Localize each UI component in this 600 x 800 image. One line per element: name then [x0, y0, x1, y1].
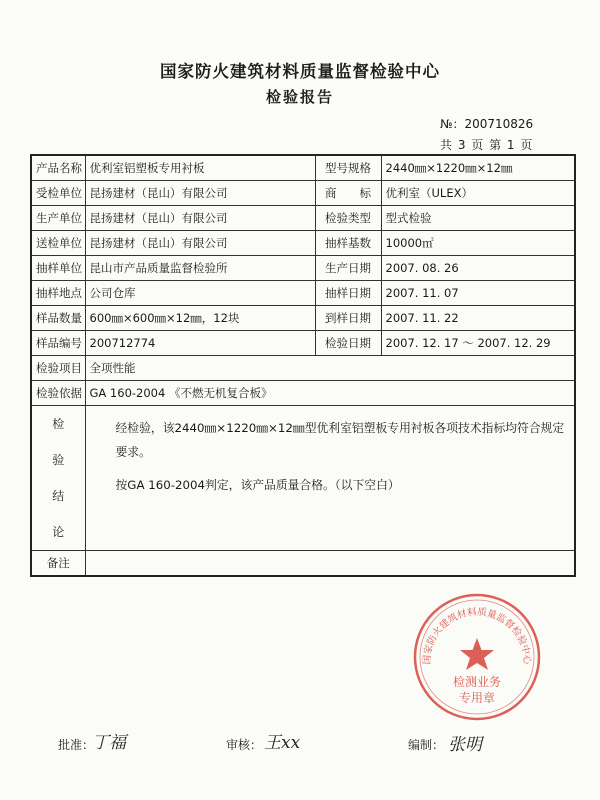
items-label: 检验项目: [31, 356, 85, 381]
table-row: [31, 231, 575, 256]
compile-label: 编制：: [408, 738, 445, 752]
inspection-type-label: 检验类型: [315, 206, 381, 231]
conclusion-label: [31, 406, 85, 551]
sample-no-label: 样品编号: [31, 331, 85, 356]
basis-value: GA 160-2004 《不燃无机复合板》: [85, 381, 575, 406]
report-subtitle: 检验报告: [265, 88, 334, 106]
sampling-unit-value: 昆山市产品质量监督检验所: [85, 256, 315, 281]
test-date-value: 2007. 12. 17 ～ 2007. 12. 29: [381, 331, 575, 356]
producer-label: 生产单位: [31, 206, 85, 231]
conclusion-body: [85, 406, 575, 551]
sample-qty-label: 样品数量: [31, 306, 85, 331]
arrival-date-label: 到样日期: [315, 306, 381, 331]
report-title: 国家防火建筑材料质量监督检验中心: [160, 62, 440, 81]
seal-top-text: 国家防火建筑材料质量监督检验中心: [421, 606, 533, 665]
trademark-value: 优利室（ULEX）: [381, 181, 575, 206]
page-info: 共 3 页 第 1 页: [440, 138, 534, 152]
table-row: [31, 256, 575, 281]
sampling-date-value: 2007. 11. 07: [381, 281, 575, 306]
sample-base-label: 抽样基数: [315, 231, 381, 256]
table-row: [31, 381, 575, 406]
table-row: [31, 306, 575, 331]
review-signature: 王xx: [264, 733, 301, 753]
table-row: [31, 181, 575, 206]
conclusion-label-char: 论: [52, 525, 65, 539]
table-row: [31, 281, 575, 306]
sampling-place-label: 抽样地点: [31, 281, 85, 306]
conclusion-label-char: 结: [52, 489, 65, 503]
table-row: [31, 331, 575, 356]
review-label: 审核：: [226, 738, 263, 752]
product-name-value: 优利室铝塑板专用衬板: [85, 155, 315, 181]
production-date-value: 2007. 08. 26: [381, 256, 575, 281]
inspected-unit-label: 受检单位: [31, 181, 85, 206]
seal-line-2: 专用章: [458, 691, 496, 705]
conclusion-paragraph-1: 经检验，该2440㎜×1220㎜×12㎜型优利室铝塑板专用衬板各项技术指标均符合规定要求。: [115, 421, 565, 459]
sampling-date-label: 抽样日期: [315, 281, 381, 306]
sample-base-value: 10000㎡: [381, 231, 575, 256]
inspection-seal-stamp: [412, 592, 542, 722]
approve-label: 批准：: [58, 738, 95, 752]
remark-value: [85, 551, 575, 577]
model-label: 型号规格: [315, 155, 381, 181]
inspection-type-value: 型式检验: [381, 206, 575, 231]
basis-label: 检验依据: [31, 381, 85, 406]
production-date-label: 生产日期: [315, 256, 381, 281]
seal-line-1: 检测业务: [452, 675, 502, 689]
report-table: [30, 154, 576, 577]
product-name-label: 产品名称: [31, 155, 85, 181]
remark-label: 备注: [31, 551, 85, 577]
sampling-place-value: 公司仓库: [85, 281, 315, 306]
inspected-unit-value: 昆扬建材（昆山）有限公司: [85, 181, 315, 206]
conclusion-label-char: 检: [52, 417, 65, 431]
remark-row: [31, 551, 575, 577]
producer-value: 昆扬建材（昆山）有限公司: [85, 206, 315, 231]
conclusion-paragraph-2: 按GA 160-2004判定，该产品质量合格。（以下空白）: [115, 478, 400, 492]
table-row: [31, 356, 575, 381]
table-row: [31, 206, 575, 231]
arrival-date-value: 2007. 11. 22: [381, 306, 575, 331]
model-value: 2440㎜×1220㎜×12㎜: [381, 155, 575, 181]
submitter-label: 送检单位: [31, 231, 85, 256]
test-date-label: 检验日期: [315, 331, 381, 356]
compile-signature: 张明: [448, 735, 482, 755]
conclusion-label-char: 验: [52, 453, 65, 467]
approve-signature: 丁福: [92, 733, 126, 753]
sample-no-value: 200712774: [85, 331, 315, 356]
sampling-unit-label: 抽样单位: [31, 256, 85, 281]
trademark-label: 商 标: [315, 181, 381, 206]
seal-star-icon: [460, 638, 494, 670]
conclusion-row: [31, 406, 575, 551]
table-row: [31, 155, 575, 181]
items-value: 全项性能: [85, 356, 575, 381]
sample-qty-value: 600㎜×600㎜×12㎜，12块: [85, 306, 315, 331]
submitter-value: 昆扬建材（昆山）有限公司: [85, 231, 315, 256]
report-number: №：200710826: [440, 117, 534, 131]
